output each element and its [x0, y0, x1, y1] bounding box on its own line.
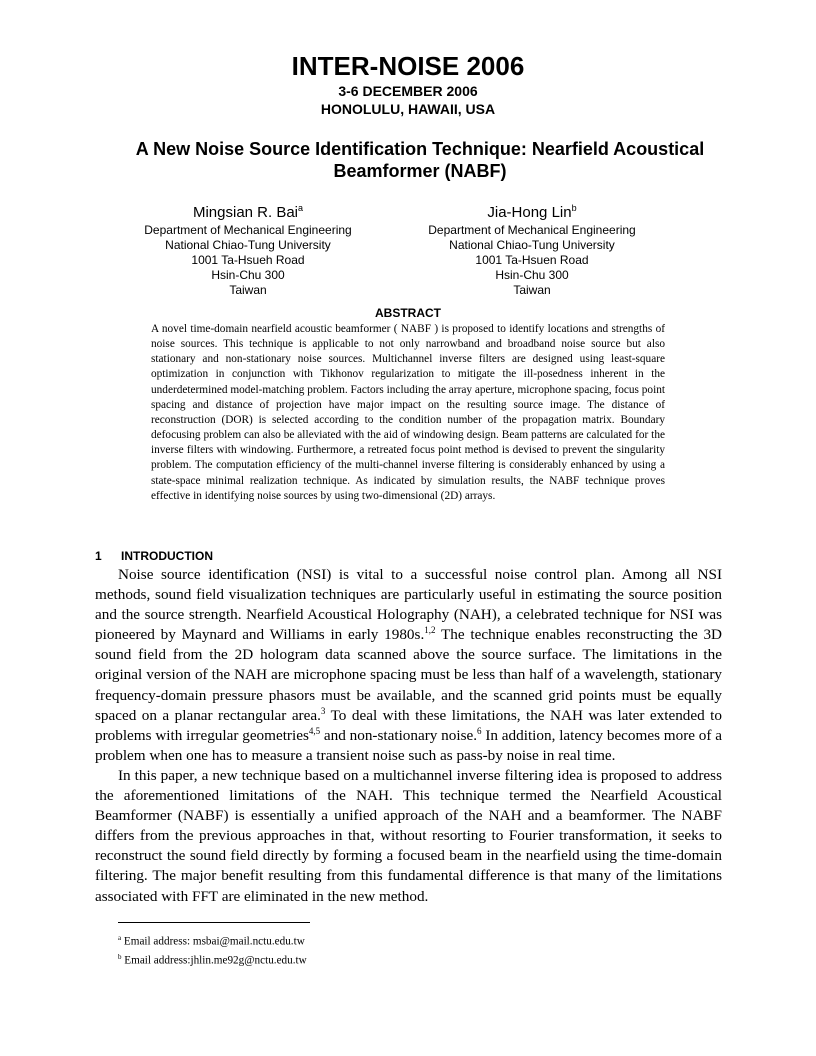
footnote-text: Email address:jhlin.me92g@nctu.edu.tw — [124, 954, 307, 967]
conference-location: HONOLULU, HAWAII, USA — [320, 101, 496, 117]
abstract-heading: ABSTRACT — [375, 306, 441, 320]
author-city: Hsin-Chu 300 — [211, 268, 285, 282]
footnote-text: Email address: msbai@mail.nctu.edu.tw — [123, 935, 305, 948]
abstract-text: A novel time-domain nearfield acoustic beamformer ( NABF ) is proposed to identify locations and strengths of noise sources. This technique is applicable to not only narrowband and broadband noise source but also stationary and non-stationary noise sources. Multichannel inverse filters are designed using least-square optimization in conjunction with Tikhonov regularization to mitigate the ill-posedness inherent in the underdetermined model-matching problem. Factors including the array aperture, microphone spacing, focus point spacing and distance of projection have major impact on the resulting source image. The distance of reconstruction (DOR) is selected according to the condition number of the propagation matrix. Boundary defocusing problem can also be alleviated with the aid of windowing design. Beam patterns are calculated for the inverse filters with windowing. Furthermore, a retreated focus point method is devised to prevent the singularity problem. The computation efficiency of the multi-channel inverse filtering is considerably enhanced by using a state-space minimal realization technique. As indicated by simulation results, the NABF technique proves effective in identifying noise sources by using two-dimensional (2D) arrays. — [151, 323, 665, 502]
section-heading — [95, 549, 213, 564]
paragraph-text: Noise source identification (NSI) is vital to a successful noise control plan. Among all NSI methods, sound field visualization techniques are particularly useful in estimating the source position and the source strength. Nearfield Acoustical Holography (NAH), a celebrated technique for NSI was pioneered by Maynard and Williams in early 1980s. — [95, 566, 722, 644]
section-number: 1 — [95, 549, 102, 563]
author-country: Taiwan — [513, 283, 551, 297]
author-footnote-mark: a — [298, 203, 304, 213]
footnote — [118, 950, 307, 969]
author-street: 1001 Ta-Hsuen Road — [475, 253, 589, 267]
paragraph-text: In addition, latency becomes more of a problem when one has to measure a transient noise such as pass-by noise in real time. — [95, 726, 722, 764]
paper-title — [100, 138, 740, 182]
author-university: National Chiao-Tung University — [449, 238, 615, 252]
conference-title: INTER-NOISE 2006 — [291, 51, 525, 81]
citation: 4,5 — [308, 725, 321, 736]
paper-title-line-1: A New Noise Source Identification Technique: Nearfield Acoustical — [135, 139, 705, 159]
conference-dates: 3-6 DECEMBER 2006 — [338, 83, 478, 99]
footnotes — [118, 931, 307, 968]
author-university: National Chiao-Tung University — [165, 238, 331, 252]
citation: 6 — [477, 725, 482, 736]
paragraph: In this paper, a new technique based on a multichannel inverse filtering idea is proposed to address the aforementioned limitations of the NAH. This technique termed the Nearfield Acoustical Beamformer (NABF) is essentially a unified approach of the NAH and a beamformer. The NABF differs from the previous approaches in that, without resorting to Fourier transformation, it seeks to reconstruct the sound field directly by forming a focused beam in the nearfield using the time-domain filtering. The major benefit resulting from this fundamental difference is that many of the limitations associated with FFT are eliminated in the new method. — [95, 766, 722, 905]
footnote-mark: b — [118, 952, 122, 961]
paragraph-text: and non-stationary noise. — [320, 726, 478, 744]
author-block-1 — [118, 198, 378, 298]
paragraph-text: The technique enables reconstructing the 3D sound field from the 2D hologram data scanned above the source surface. The limitations in the original version of the NAH are microphone spacing must be less than half of a wavelength, stationary frequency-domain pressure phasors must be available, and the scanned grid points must be equally spaced on a planar rectangular area. — [95, 626, 723, 724]
introduction-body — [95, 565, 722, 907]
citation: 1,2 — [424, 625, 436, 636]
author-footnote-mark: b — [571, 203, 577, 213]
author-department: Department of Mechanical Engineering — [144, 223, 352, 237]
author-street: 1001 Ta-Hsueh Road — [191, 253, 305, 267]
paragraph — [95, 565, 722, 766]
author-department: Department of Mechanical Engineering — [428, 223, 636, 237]
author-name: Mingsian R. Bai — [192, 204, 299, 221]
author-city: Hsin-Chu 300 — [495, 268, 569, 282]
author-country: Taiwan — [229, 283, 267, 297]
section-title: INTRODUCTION — [121, 549, 213, 563]
footnote — [118, 931, 307, 950]
citation: 3 — [320, 705, 326, 716]
author-block-2 — [402, 198, 662, 298]
footnote-divider — [118, 922, 310, 923]
author-name: Jia-Hong Lin — [487, 204, 572, 221]
footnote-mark: a — [118, 934, 122, 942]
paper-title-line-2: Beamformer (NABF) — [333, 161, 507, 181]
paragraph-text: To deal with these limitations, the NAH was later extended to problems with irregular geometries — [95, 706, 722, 744]
